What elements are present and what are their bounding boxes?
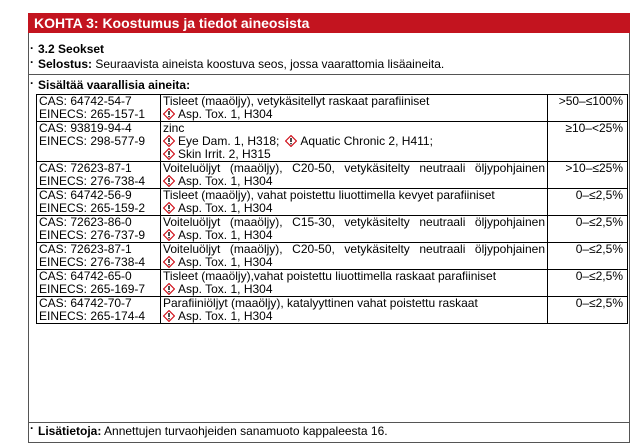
section-title: KOHTA 3: Koostumus ja tiedot aineosista xyxy=(34,15,310,31)
ghs-diamond-icon xyxy=(285,135,297,147)
cas-number: CAS: 72623-87-1 xyxy=(39,161,132,175)
einecs-number: EINECS: 276-738-4 xyxy=(39,255,146,269)
identifier-cell xyxy=(37,95,161,122)
einecs-number: EINECS: 276-737-9 xyxy=(39,228,146,242)
cas-number: CAS: 64742-54-7 xyxy=(39,94,132,108)
einecs-number: EINECS: 265-159-2 xyxy=(39,201,146,215)
ghs-diamond-icon xyxy=(163,256,175,268)
ingredients-table xyxy=(36,94,628,324)
substance-cell xyxy=(161,243,548,270)
cas-number: CAS: 72623-86-0 xyxy=(39,215,132,229)
bullet-dot: · xyxy=(30,76,34,90)
hazard-classification xyxy=(285,135,433,148)
hazard-text: Asp. Tox. 1, H304 xyxy=(178,107,273,121)
identifier-cell xyxy=(37,216,161,243)
hazard-list xyxy=(163,310,545,323)
ghs-diamond-icon xyxy=(163,229,175,241)
description-label: Selostus: xyxy=(38,57,93,71)
table-row xyxy=(37,162,628,189)
table-heading: Sisältää vaarallisia aineita: xyxy=(38,78,191,92)
substance-cell xyxy=(161,297,548,324)
hazard-text: Asp. Tox. 1, H304 xyxy=(178,255,273,269)
ghs-diamond-icon xyxy=(163,108,175,120)
identifier-cell xyxy=(37,270,161,297)
substance-cell xyxy=(161,189,548,216)
hazard-list xyxy=(163,135,545,161)
substance-cell xyxy=(161,162,548,189)
cas-number: CAS: 64742-70-7 xyxy=(39,296,132,310)
einecs-number: EINECS: 298-577-9 xyxy=(39,134,146,148)
hazard-text: Asp. Tox. 1, H304 xyxy=(178,309,273,323)
table-row xyxy=(37,297,628,324)
cas-number: CAS: 72623-87-1 xyxy=(39,242,132,256)
einecs-number: EINECS: 276-738-4 xyxy=(39,174,146,188)
concentration: >10–≤25% xyxy=(548,162,628,189)
substance-name: Tisleet (maaöljy), vahat poistettu liuottimella kevyet parafiiniset xyxy=(163,188,495,202)
einecs-number: EINECS: 265-169-7 xyxy=(39,282,146,296)
hazard-classification xyxy=(163,229,273,242)
hazard-text: Asp. Tox. 1, H304 xyxy=(178,228,273,242)
hazard-text: Skin Irrit. 2, H315 xyxy=(178,147,271,161)
ghs-diamond-icon xyxy=(163,148,175,160)
hazard-text: Aquatic Chronic 2, H411; xyxy=(300,134,433,148)
hazard-list xyxy=(163,283,545,296)
hazard-text: Eye Dam. 1, H318; xyxy=(178,134,280,148)
ghs-diamond-icon xyxy=(163,175,175,187)
substance-cell xyxy=(161,216,548,243)
bullet-dot: · xyxy=(30,421,34,435)
identifier-cell xyxy=(37,162,161,189)
additional-info xyxy=(38,425,388,438)
table-row xyxy=(37,216,628,243)
divider xyxy=(28,74,630,75)
substance-name: Voiteluöljyt (maaöljy), C15-30, vetykäsitelty neutraali öljypohjainen xyxy=(163,215,545,229)
einecs-number: EINECS: 265-174-4 xyxy=(39,309,146,323)
ghs-diamond-icon xyxy=(163,283,175,295)
concentration: >50–≤100% xyxy=(548,95,628,122)
table-row xyxy=(37,189,628,216)
additional-info-label: Lisätietoja: xyxy=(38,424,102,438)
identifier-cell xyxy=(37,297,161,324)
divider xyxy=(28,422,630,423)
cas-number: CAS: 64742-56-9 xyxy=(39,188,132,202)
concentration: 0–≤2,5% xyxy=(548,216,628,243)
hazard-text: Asp. Tox. 1, H304 xyxy=(178,282,273,296)
hazard-list xyxy=(163,229,545,242)
hazard-list xyxy=(163,108,545,121)
substance-name: Voiteluöljyt (maaöljy), C20-50, vetykäsitelty neutraali öljypohjainen xyxy=(163,242,545,256)
substance-name: Voiteluöljyt (maaöljy), C20-50, vetykäsitelty neutraali öljypohjainen xyxy=(163,161,545,175)
identifier-cell xyxy=(37,122,161,162)
description-text: Seuraavista aineista koostuva seos, jossa vaarattomia lisäaineita. xyxy=(92,57,445,71)
concentration: 0–≤2,5% xyxy=(548,270,628,297)
concentration: 0–≤2,5% xyxy=(548,297,628,324)
ghs-diamond-icon xyxy=(163,135,175,147)
substance-name: Parafiiniöljyt (maaöljy), katalyyttinen vahat poistettu raskaat xyxy=(163,296,478,310)
bullet-dot: · xyxy=(30,41,34,55)
concentration: ≥10–<25% xyxy=(548,122,628,162)
table-row xyxy=(37,243,628,270)
additional-info-text: Annettujen turvaohjeiden sanamuoto kappaleesta 16. xyxy=(101,424,388,438)
substance-cell xyxy=(161,122,548,162)
substance-name: Tisleet (maaöljy),vahat poistettu liuottimella raskaat parafiiniset xyxy=(163,269,497,283)
hazard-list xyxy=(163,256,545,269)
section-title-bar xyxy=(28,13,630,33)
concentration: 0–≤2,5% xyxy=(548,189,628,216)
identifier-cell xyxy=(37,243,161,270)
ghs-diamond-icon xyxy=(163,202,175,214)
hazard-text: Asp. Tox. 1, H304 xyxy=(178,174,273,188)
hazard-list xyxy=(163,175,545,188)
hazard-classification xyxy=(163,202,273,215)
subsection-heading: 3.2 Seokset xyxy=(38,42,105,56)
einecs-number: EINECS: 265-157-1 xyxy=(39,107,146,121)
concentration: 0–≤2,5% xyxy=(548,243,628,270)
ghs-diamond-icon xyxy=(163,310,175,322)
hazard-classification xyxy=(163,148,271,161)
hazard-classification xyxy=(163,175,273,188)
hazard-list xyxy=(163,202,545,215)
table-row xyxy=(37,122,628,162)
substance-name: zinc xyxy=(163,121,185,135)
hazard-text: Asp. Tox. 1, H304 xyxy=(178,201,273,215)
identifier-cell xyxy=(37,189,161,216)
substance-cell xyxy=(161,95,548,122)
description xyxy=(38,58,444,71)
substance-name: Tisleet (maaöljy), vetykäsitellyt raskaat parafiiniset xyxy=(163,94,430,108)
bullet-dot: · xyxy=(30,55,34,69)
table-row xyxy=(37,270,628,297)
cas-number: CAS: 64742-65-0 xyxy=(39,269,132,283)
hazard-classification xyxy=(163,310,273,323)
cas-number: CAS: 93819-94-4 xyxy=(39,121,132,135)
table-row xyxy=(37,95,628,122)
hazard-classification xyxy=(163,283,273,296)
hazard-classification xyxy=(163,108,273,121)
substance-cell xyxy=(161,270,548,297)
hazard-classification xyxy=(163,256,273,269)
